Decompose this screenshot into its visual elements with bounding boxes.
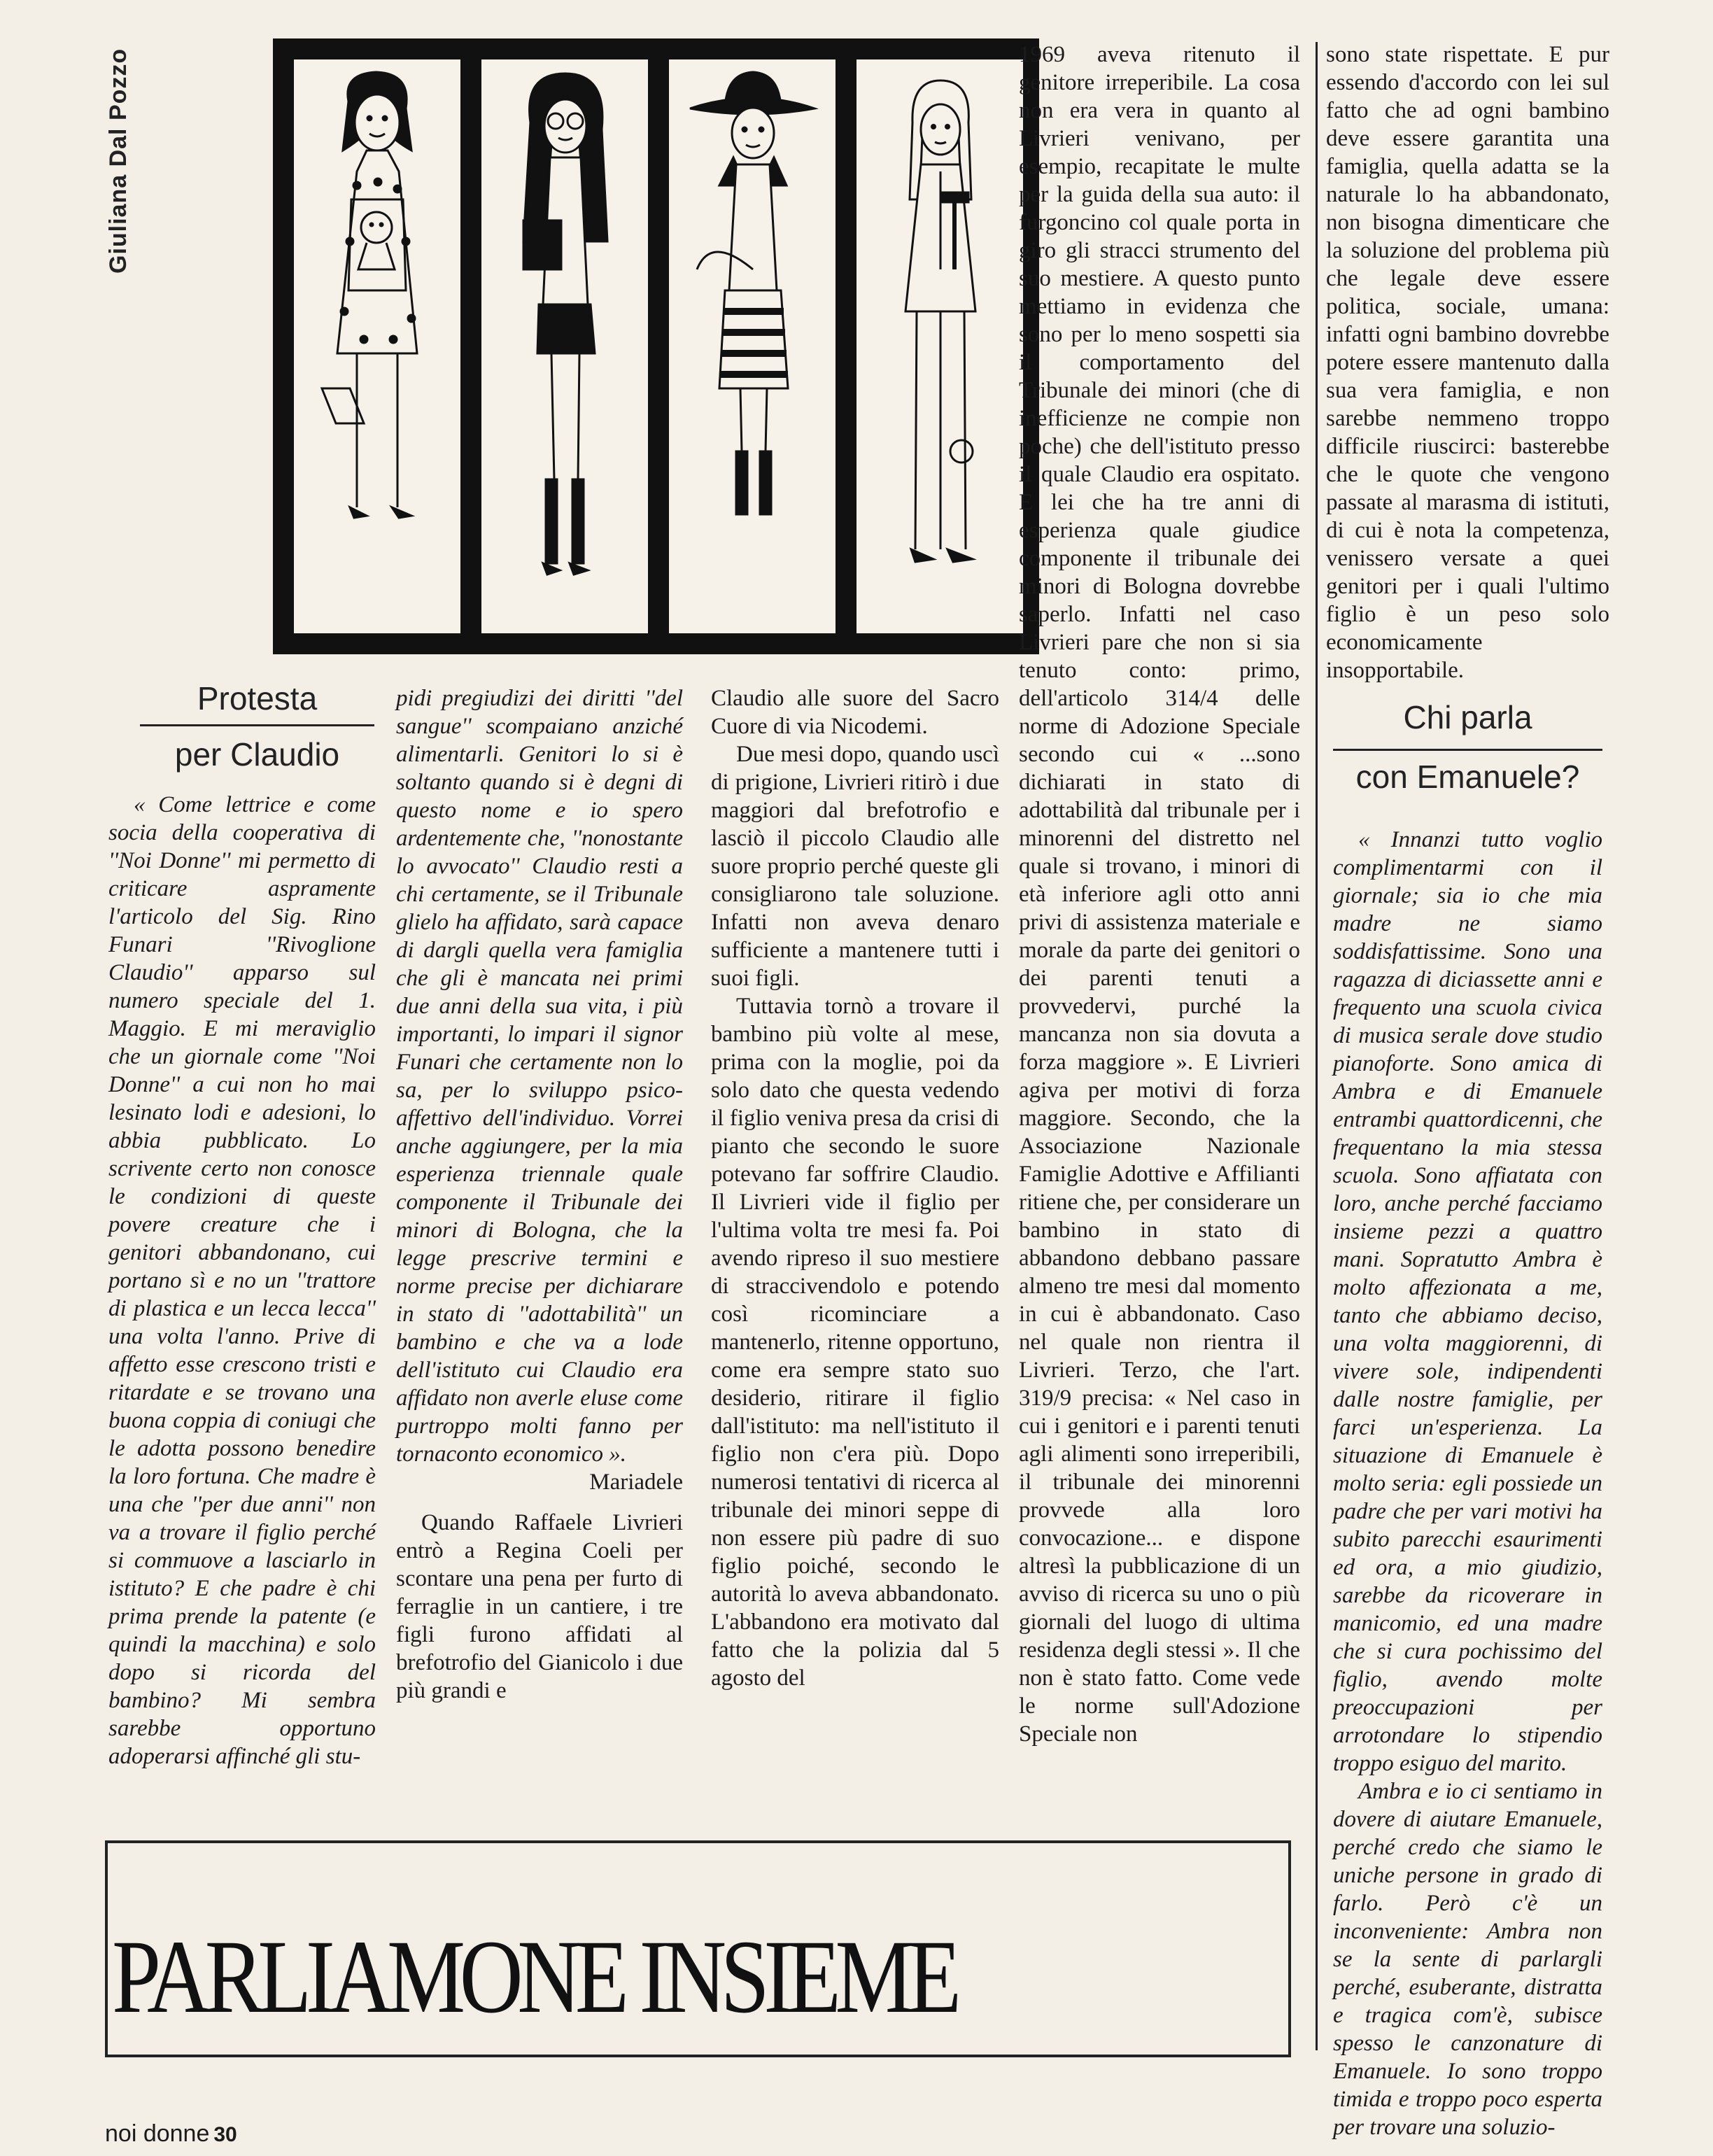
page-footer: [105, 2120, 237, 2148]
page-number: 30: [213, 2123, 237, 2146]
reply-text-part6: sono state rispettate. E pur essendo d'accordo con lei sul fatto che ad ogni bambino deve essere garantita una famiglia, quella adatta se la naturale lo ha abbandonato, non bisogna dimenticare che la soluzione del problema più che legale deve essere politica, sociale, umana: infatti ogni bambino dovrebbe potere essere mantenuto dalla sua vera famiglia, e non sarebbe nemmeno troppo difficile riuscirci: basterebbe che le quote che vengono passate al marasma di istituti, di cui è nota la competenza, venissero versate a quei genitori per i quali l'ultimo figlio è un peso solo economicamente insopportabile.: [1326, 42, 1609, 683]
figure-worker-with-tools: [856, 59, 1023, 633]
headline-protesta-line1: Protesta: [197, 680, 318, 717]
illustration: [273, 38, 1039, 654]
article2-text-part2: Ambra e io ci sentiamo in dovere di aiutare Emanuele, perché credo che siamo le uniche persone in grado di farlo. Però c'è un inconveniente: Ambra non se la sente di parlargli perché, esuberante, distratta e tragica com'è, subisce spesso le canzonature di Emanuele. Io sono troppo timida e troppo poco esperta per trovare una soluzio-: [1333, 1779, 1602, 2140]
headline-emanuele-line2: con Emanuele?: [1355, 759, 1580, 795]
magazine-name: noi donne: [105, 2120, 210, 2147]
article1-column2: [396, 684, 683, 1705]
article2-column: [1333, 826, 1602, 2141]
figure-woman-with-hat: [669, 59, 836, 633]
reply-text-part2: Claudio alle suore del Sacro Cuore di via Nicodemi.: [711, 686, 999, 739]
figure-student-with-books: [481, 59, 648, 633]
reply-text-part5: 1969 aveva ritenuto il genitore irreperibile. La cosa non era vera in quanto al Livrieri venivano, per esempio, recapitate le multe per la guida della sua auto: il furgoncino col quale porta in giro gli stracci strumento del suo mestiere. A questo punto mettiamo in evidenza che sono per lo meno sospetti sia il comportamento del Tribunale dei minori (che di inefficienze ne compie non poche) che dell'istituto presso il quale Claudio era ospitato. E lei che ha tre anni di esperienza quale giudice componente il tribunale dei minori di Bologna dovrebbe saperlo. Infatti nel caso Livrieri pare che non si sia tenuto conto: primo, dell'articolo 314/4 delle norme di Adozione Speciale secondo cui « ...sono dichiarati in stato di adottabilità dal tribunale per i minorenni del distretto nel quale si trovano, i minori di età inferiore agli otto anni privi di assistenza materiale e morale da parte dei genitori o dei parenti tenuti a provvedervi, purché la mancanza non sia dovuta a forza maggiore ». E Livrieri agiva per motivi di forza maggiore. Secondo, che la Associazione Nazionale Famiglie Adottive e Affilianti ritiene che, per considerare un bambino in stato di abbandono debbano passare almeno tre mesi dal momento in cui è abbandonato. Caso nel quale non rientra il Livrieri. Terzo, che l'art. 319/9 precisa: « Nel caso in cui i genitori e i parenti tenuti agli alimenti sono irreperibili, il tribunale dei minorenni provvede alla loro convocazione... e dispone altresì la pubblicazione di un avviso di ricerca su uno o più giornali del luogo di ultima residenza degli stessi ». Il che non è stato fatto. Come vede le norme sull'Adozione Speciale non: [1019, 42, 1300, 1747]
article1-column5: [1326, 41, 1609, 684]
article1-column1: [108, 791, 376, 1770]
article2-text-part1: « Innanzi tutto voglio complimentarmi con il giornale; sia io che mia madre ne siamo soddisfattissime. Sono una ragazza di diciassette anni e frequento una scuola civica di musica serale dove studio pianoforte. Sono amica di Ambra e di Emanuele entrambi quattordicenni, che frequentano la mia stessa scuola. Sono affiatata con loro, anche perché facciamo insieme pezzi a quattro mani. Sopratutto Ambra è molto affezionata a me, tanto che abbiamo deciso, una volta maggiorenni, di vivere sole, indipendenti dalle nostre famiglie, per farci un'esperienza. La situazione di Emanuele è molto seria: egli possiede un padre che per vari motivi ha subito parecchi esaurimenti ed ora, a mio giudizio, sarebbe da ricoverare in manicomio, ed una madre che si cura pochissimo del figlio, avendo molte preoccupazioni per arrotondare lo stipendio troppo esiguo del marito.: [1333, 827, 1602, 1776]
banner-title: PARLIAMONE INSIEME: [112, 1919, 956, 2035]
column-divider: [1316, 42, 1318, 2050]
letter-text-part2: pidi pregiudizi dei diritti ''del sangue'' scompaiano anziché alimentarli. Genitori lo si è soltanto quando si è degni di questo nome e io spero ardentemente che, ''nonostante lo avvocato'' Claudio resti a chi certamente, se il Tribunale glielo ha affidato, sarà capace di dargli quella vera famiglia che gli è mancata nei primi due anni della sua vita, i più importanti, lo impari il signor Funari che certamente non lo sa, per lo sviluppo psico-affettivo dell'individuo. Vorrei anche aggiungere, per la mia esperienza triennale quale componente il Tribunale dei minori di Bologna, che la legge prescrive termini e norme precise per dichiarare in stato di ''adottabilità'' un bambino e che va a lode dell'istituto cui Claudio era affidato non averle eluse come purtroppo molti fanno per tornaconto economico ».: [396, 686, 683, 1467]
headline-protesta-line2: per Claudio: [174, 736, 340, 773]
reply-text-part4: Tuttavia tornò a trovare il bambino più volte al mese, prima con la moglie, poi da solo dato che questa vedendo il figlio veniva presa da crisi di pianto che secondo le suore potevano far soffrire Claudio. Il Livrieri vide il figlio per l'ultima volta tre mesi fa. Poi avendo ripreso il suo mestiere di straccivendolo e potendo così ricominciare a mantenerlo, ritenne opportuno, come era sempre stato suo desiderio, ritirare il figlio dall'istituto: ma nell'istituto il figlio non c'era più. Dopo numerosi tentativi di ricerca al tribunale dei minori seppe di non essere più padre di suo figlio poiché, secondo le autorità lo aveva abbandonato. L'abbandono era motivato dal fatto che la polizia dal 5 agosto del: [711, 994, 999, 1691]
article1-column3: [711, 684, 999, 1692]
figure-mother-with-child: [294, 59, 460, 633]
headline-rule-emanuele: [1333, 749, 1602, 751]
author-byline: Giuliana Dal Pozzo: [105, 48, 132, 274]
headline-emanuele-line1: Chi parla: [1403, 699, 1532, 735]
letter-signature: Mariadele: [589, 1470, 683, 1495]
headline-rule-top: [140, 724, 374, 726]
reply-text-part3: Due mesi dopo, quando uscì di prigione, Livrieri ritirò i due maggiori dal brefotrofio e lasciò il piccolo Claudio alle suore proprio perché queste gli consigliarono tale soluzione. Infatti non aveva denaro sufficiente a mantenere tutti i suoi figli.: [711, 742, 999, 991]
article1-column4: [1019, 41, 1300, 1748]
reply-text-part1: Quando Raffaele Livrieri entrò a Regina Coeli per scontare una pena per furto di ferraglie in un cantiere, i tre figli furono affidati al brefotrofio del Gianicolo i due più grandi e: [396, 1510, 683, 1703]
letter-text-part1: « Come lettrice e come socia della cooperativa di ''Noi Donne'' mi permetto di criticare aspramente l'articolo del Sig. Rino Funari ''Rivoglione Claudio'' apparso sul numero speciale del 1. Maggio. E mi meraviglio che un giornale come ''Noi Donne'' a cui non ho mai lesinato lodi e adesioni, lo abbia pubblicato. Lo scrivente certo non conosce le condizioni di queste povere creature che i genitori abbandonano, cui portano sì e no un ''trattore di plastica e un lecca lecca'' una volta l'anno. Prive di affetto esse crescono tristi e ritardate e se trovano una buona coppia di coniugi che le adotta possono benedire la loro fortuna. Che madre è una che ''per due anni'' non va a trovare il figlio perché si commuove a lasciarlo in istituto? E che padre è chi prima prende la patente (e quindi la macchina) e solo dopo si ricorda del bambino? Mi sembra sarebbe opportuno adoperarsi affinché gli stu-: [108, 792, 376, 1769]
